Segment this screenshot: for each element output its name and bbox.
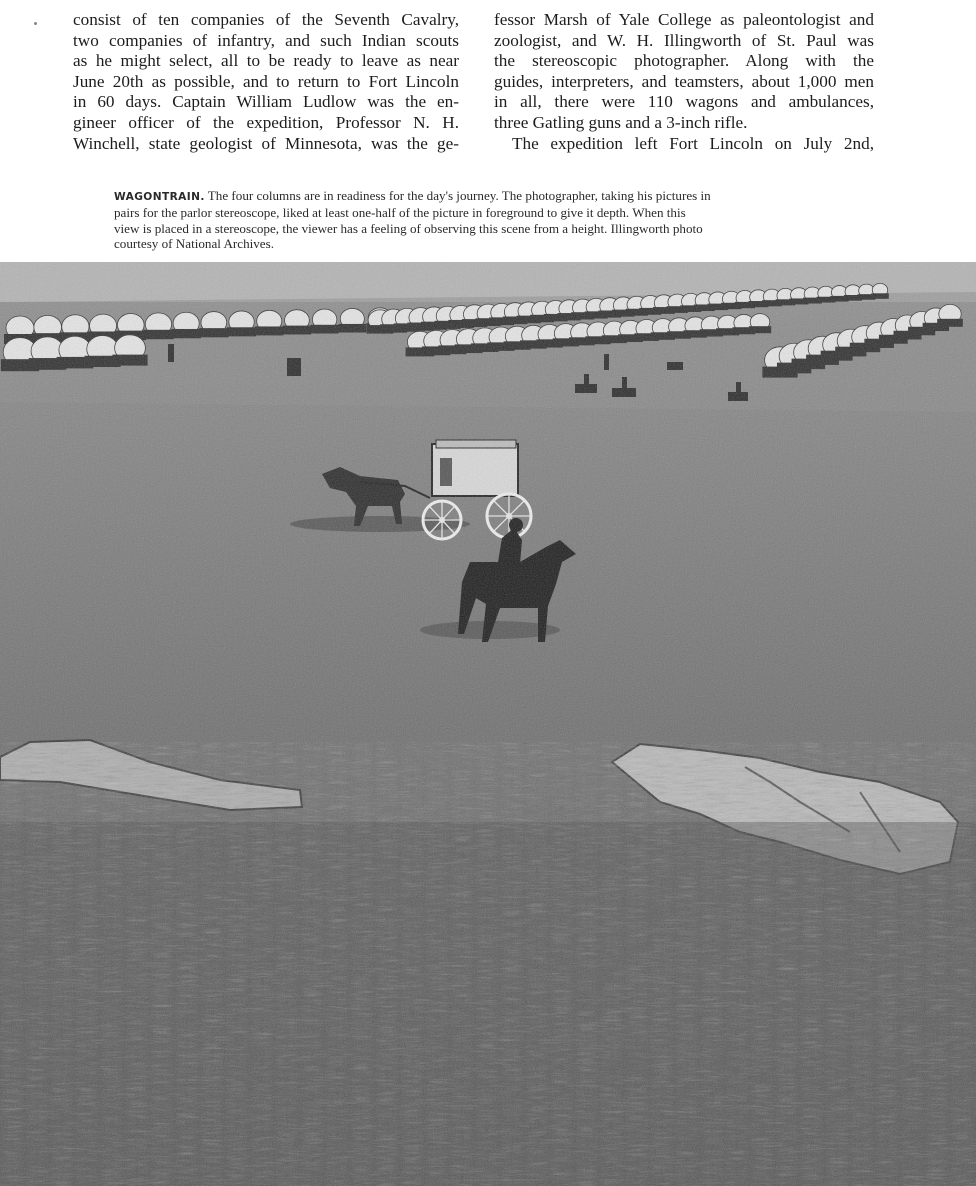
page-edge-mark (34, 22, 37, 25)
caption-line: courtesy of National Archives. (114, 235, 274, 251)
body-text-line: as he might select, all to be ready to leave as near (73, 51, 459, 71)
body-text-line: the stereoscopic photographer. Along with the (494, 51, 874, 71)
body-text-line: zoologist, and W. H. Illingworth of St. Paul was (494, 30, 874, 50)
caption-line: pairs for the parlor stereoscope, liked at least one-half of the picture in foreground to give it depth. When this (114, 205, 686, 221)
article-right-column (494, 10, 874, 154)
body-text-line: gineer officer of the expedition, Professor N. H. (73, 112, 459, 132)
body-text-line: June 20th as possible, and to return to Fort Lincoln (73, 71, 459, 91)
caption-line: view is placed in a stereoscope, the viewer has a feeling of observing this scene from a height. Illingworth photo (114, 220, 703, 236)
body-text-line: three Gatling guns and a 3-inch rifle. (494, 112, 748, 132)
body-text-line: fessor Marsh of Yale College as paleontologist and (494, 10, 874, 29)
photo-caption (114, 188, 830, 251)
body-text-line: in 60 days. Captain William Ludlow was the en- (73, 92, 459, 112)
wagon-train-photo (0, 262, 976, 1186)
caption-label: WAGONTRAIN. (114, 191, 205, 203)
body-text-line: The expedition left Fort Lincoln on July 2nd, (512, 133, 874, 153)
caption-line (114, 188, 830, 205)
article-left-column (73, 10, 459, 154)
body-text-line: Winchell, state geologist of Minnesota, was the ge- (73, 133, 459, 153)
body-text-line: two companies of infantry, and such Indian scouts (73, 30, 459, 50)
body-text-line: consist of ten companies of the Seventh Cavalry, (73, 10, 459, 29)
caption-text: The four columns are in readiness for the day's journey. The photographer, taking his pictures in (207, 188, 711, 203)
body-text-line: guides, interpreters, and teamsters, about 1,000 men (494, 71, 874, 91)
body-text-line: in all, there were 110 wagons and ambulances, (494, 92, 874, 112)
